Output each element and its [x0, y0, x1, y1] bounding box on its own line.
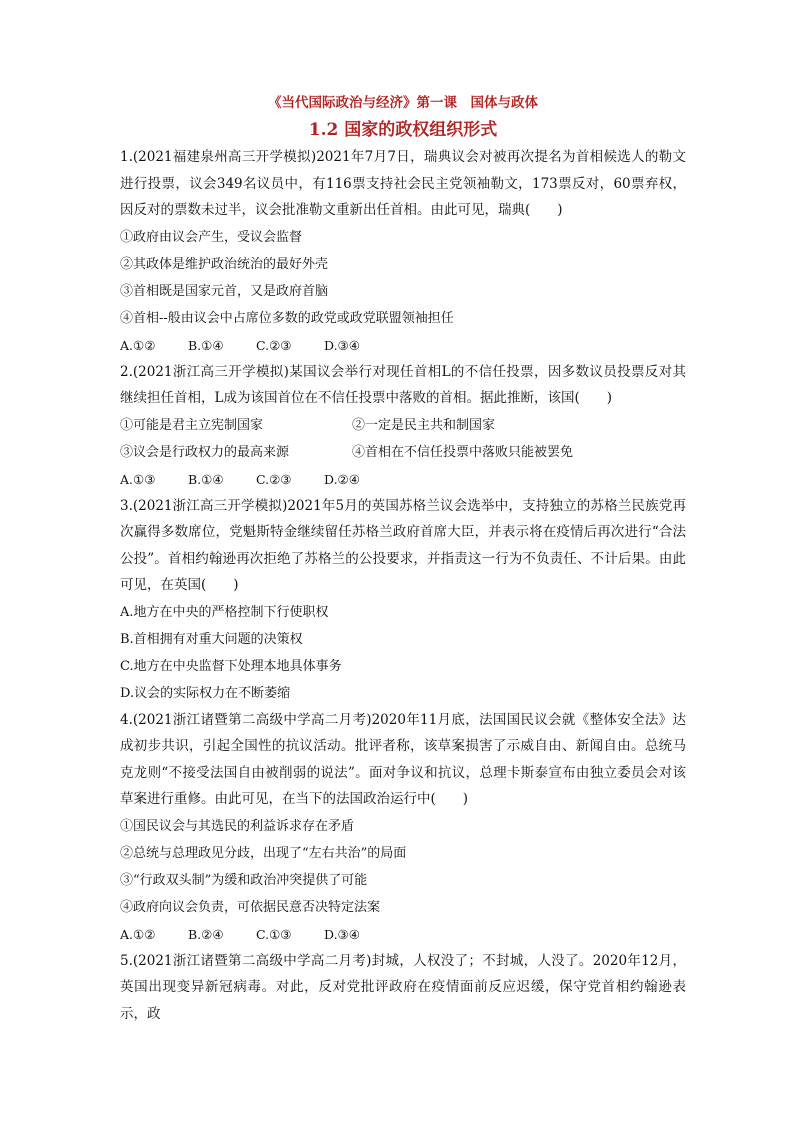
question-2-option: ①可能是君主立宪制国家: [120, 417, 264, 433]
question-5-stem: 5.(2021浙江诸暨第二高级中学高二月考)封城，人权没了；不封城，人没了。2020年12月，英国出现变异新冠病毒。对此，反对党批评政府在疫情面前反应迟缓，保守党首相约翰逊表示，政: [120, 952, 686, 1022]
document-header-title: 《当代国际政治与经济》第一课 国体与政体: [268, 95, 538, 111]
question-4-stem: 4.(2021浙江诸暨第二高级中学高二月考)2020年11月底，法国国民议会就《整体安全法》达成初步共识，引起全国性的抗议活动。批评者称，该草案损害了示威自由、新闻自由。总统马克龙则“不接受法国自由被削弱的说法”。面对争议和抗议，总理卡斯泰宣布由独立委员会对该草案进行重修。由此可见，在当下的法国政治运行中( ): [120, 711, 686, 807]
choice-c: C.②③: [256, 471, 292, 487]
question-3-option: A.地方在中央的严格控制下行使职权: [120, 604, 329, 620]
question-2-option-row: [120, 412, 686, 439]
question-2-choices: [120, 466, 686, 493]
question-2-option-row: [120, 439, 686, 466]
question-3-option: D.议会的实际权力在不断萎缩: [120, 685, 291, 701]
question-1-option: ④首相--般由议会中占席位多数的政党或政党联盟领袖担任: [120, 310, 454, 326]
choice-d: D.③④: [324, 337, 360, 353]
choice-d: D.③④: [324, 926, 360, 942]
section-title: 1.2 国家的政权组织形式: [308, 120, 498, 140]
choice-b: B.①④: [188, 471, 224, 487]
question-4-option: ③“行政双头制”为缓和政治冲突提供了可能: [120, 872, 368, 888]
question-2-option: ③议会是行政权力的最高来源: [120, 444, 290, 460]
choice-a: A.①②: [120, 337, 156, 353]
choice-b: B.①④: [188, 337, 224, 353]
choice-a: A.①③: [120, 471, 156, 487]
question-3-option: B.首相拥有对重大问题的决策权: [120, 631, 303, 647]
question-4-option: ②总统与总理政见分歧，出现了“左右共治”的局面: [120, 845, 407, 861]
question-2-stem: 2.(2021浙江高三开学模拟)某国议会举行对现任首相L的不信任投票，因多数议员投票反对其继续担任首相，L成为该国首位在不信任投票中落败的首相。据此推断，该国( ): [120, 363, 686, 406]
question-1-stem: 1.(2021福建泉州高三开学模拟)2021年7月7日，瑞典议会对被再次提名为首相候选人的勒文进行投票，议会349名议员中，有116票支持社会民主党领袖勒文，173票反对，60票弃权，因反对的票数未过半，议会批准勒文重新出任首相。由此可见，瑞典( ): [120, 149, 686, 218]
question-3-stem: 3.(2021浙江高三开学模拟)2021年5月的英国苏格兰议会选举中，支持独立的苏格兰民族党再次赢得多数席位，党魁斯特金继续留任苏格兰政府首席大臣，并表示将在疫情后再次进行“合法公投”。首相约翰逊再次拒绝了苏格兰的公投要求，并指责这一行为不负责任、不计后果。由此可见，在英国( ): [120, 497, 686, 593]
choice-c: C.②③: [256, 337, 292, 353]
question-1-choices: [120, 332, 686, 359]
question-4-choices: [120, 921, 686, 948]
document-body: [120, 92, 686, 1027]
question-4-option: ④政府向议会负责，可依据民意否决特定法案: [120, 899, 381, 915]
choice-a: A.①②: [120, 926, 156, 942]
choice-b: B.②④: [188, 926, 224, 942]
question-1-option: ①政府由议会产生，受议会监督: [120, 229, 303, 245]
question-3-option: C.地方在中央监督下处理本地具体事务: [120, 658, 342, 674]
question-4-option: ①国民议会与其选民的利益诉求存在矛盾: [120, 818, 355, 834]
question-1-option: ②其政体是维护政治统治的最好外壳: [120, 256, 329, 272]
question-2-option: ②一定是民主共和制国家: [352, 417, 496, 433]
choice-c: C.①③: [256, 926, 292, 942]
question-2-option: ④首相在不信任投票中落败只能被罢免: [352, 444, 574, 460]
question-1-option: ③首相既是国家元首，又是政府首脑: [120, 283, 329, 299]
choice-d: D.②④: [324, 471, 360, 487]
